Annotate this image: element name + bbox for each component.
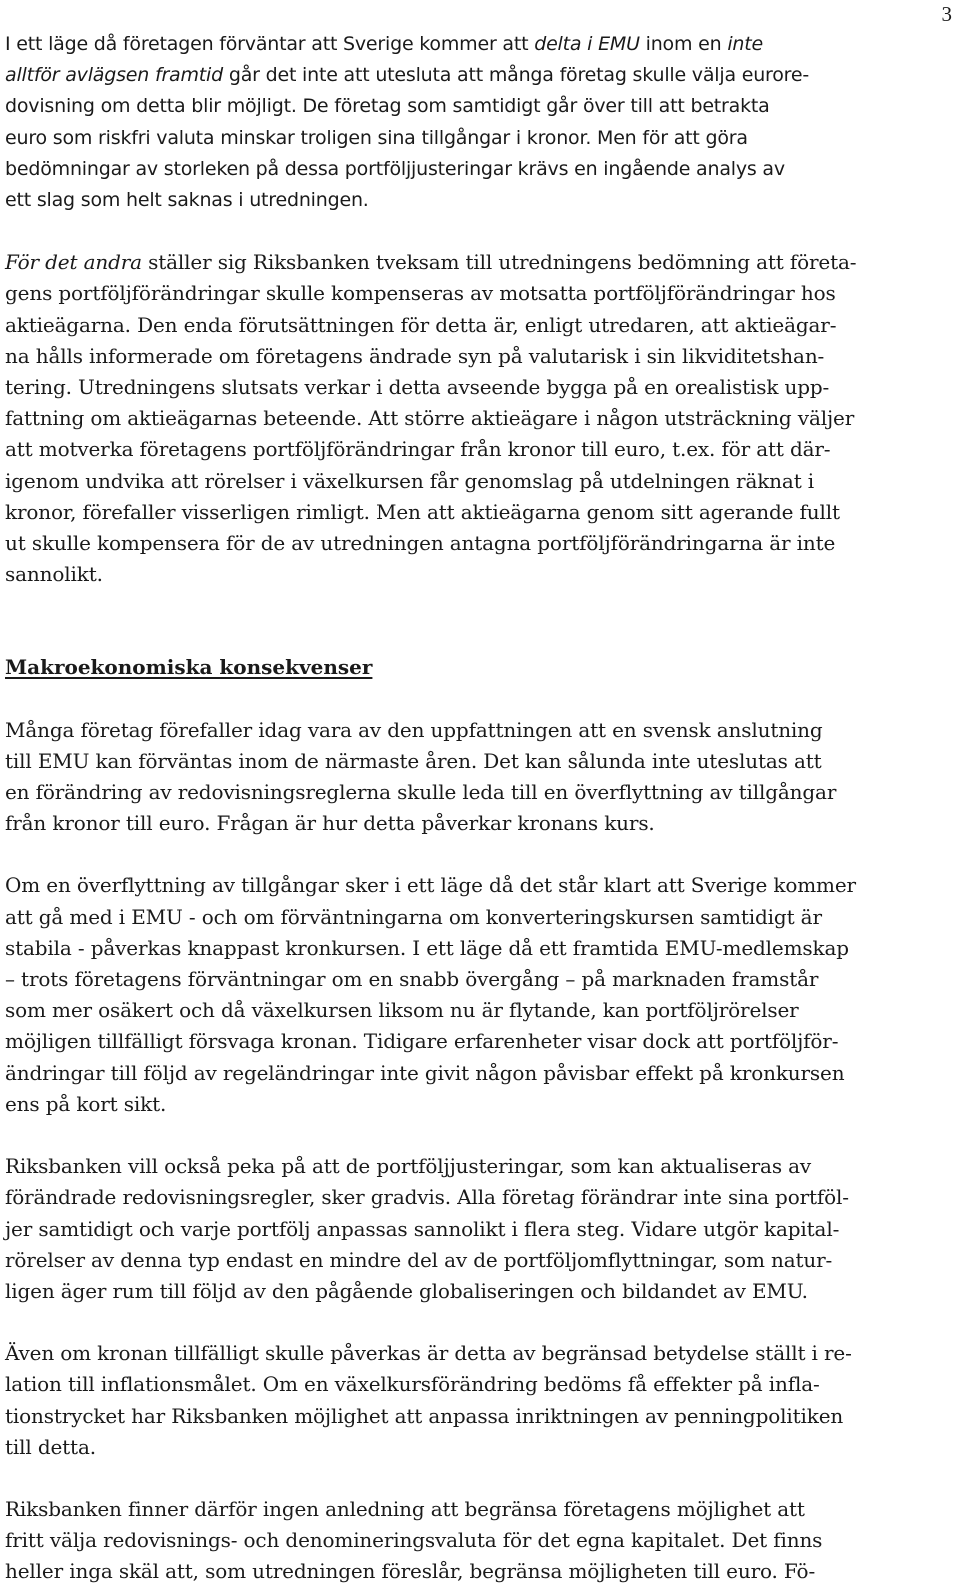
- paragraph: [5, 1494, 953, 1588]
- text-line: dovisning om detta blir möjligt. De företag som samtidigt går över till att betrakta: [5, 95, 770, 118]
- text-line: stabila - påverkas knappast kronkursen. I ett läge då ett framtida EMU-medlemskap: [5, 935, 849, 960]
- text-line: bedömningar av storleken på dessa portföljjusteringar krävs en ingående analys av: [5, 157, 785, 180]
- text-line: förändrade redovisningsregler, sker gradvis. Alla företag förändrar inte sina portföl-: [5, 1185, 849, 1210]
- text-line: euro som riskfri valuta minskar troligen sina tillgångar i kronor. Men för att göra: [5, 126, 748, 149]
- text-line: ett slag som helt saknas i utredningen.: [5, 189, 369, 212]
- text-line: att gå med i EMU - och om förväntningarna om konverteringskursen samtidigt är: [5, 904, 822, 929]
- text-line: ligen äger rum till följd av den pågående globaliseringen och bildandet av EMU.: [5, 1278, 808, 1303]
- text-line: rörelser av denna typ endast en mindre del av de portföljomflyttningar, som natur-: [5, 1247, 833, 1272]
- section-heading: Makroekonomiska konsekvenser: [5, 655, 373, 680]
- text-line: en förändring av redovisningsreglerna skulle leda till en överflyttning av tillgångar: [5, 780, 837, 805]
- text-line: tering. Utredningens slutsats verkar i detta avseende bygga på en orealistisk upp-: [5, 375, 830, 400]
- text-line: ens på kort sikt.: [5, 1091, 167, 1116]
- paragraph: [5, 870, 953, 1120]
- paragraph: [5, 1151, 953, 1307]
- emphasis-text: inte: [727, 33, 763, 55]
- text-line: ut skulle kompensera för de av utredningen antagna portföljförändringarna är inte: [5, 531, 836, 556]
- text-line: till EMU kan förväntas inom de närmaste åren. Det kan sålunda inte uteslutas att: [5, 748, 822, 773]
- text-line: gens portföljförändringar skulle kompenseras av motsatta portföljförändringar hos: [5, 281, 836, 306]
- text-line: alltför avlägsen framtid går det inte att utesluta att många företag skulle välja eurore-: [5, 64, 810, 87]
- text-line: till detta.: [5, 1434, 96, 1459]
- text-line: sannolikt.: [5, 562, 103, 587]
- paragraph: [5, 247, 953, 590]
- text-line: I ett läge då företagen förväntar att Sverige kommer att delta i EMU inom en inte: [5, 33, 763, 55]
- text-line: fritt välja redovisnings- och denomineringsvaluta för det egna kapitalet. Det finns: [5, 1528, 823, 1553]
- paragraph: [5, 29, 953, 216]
- text-line: fattning om aktieägarnas beteende. Att större aktieägare i någon utsträckning väljer: [5, 406, 855, 431]
- text-line: Riksbanken vill också peka på att de portföljjusteringar, som kan aktualiseras av: [5, 1154, 812, 1179]
- emphasis-text: delta i EMU: [534, 33, 640, 55]
- document-body: [5, 29, 953, 1588]
- text-line: jer samtidigt och varje portfölj anpassas sannolikt i flera steg. Vidare utgör kapital-: [5, 1216, 840, 1241]
- text-line: aktieägarna. Den enda förutsättningen för detta är, enligt utredaren, att aktieägar-: [5, 312, 837, 337]
- text-line: att motverka företagens portföljförändringar från kronor till euro, t.ex. för att där-: [5, 437, 831, 462]
- text-line: från kronor till euro. Frågan är hur detta påverkar kronans kurs.: [5, 811, 655, 836]
- text-line: na hålls informerade om företagens ändrade syn på valutarisk i sin likviditetshan-: [5, 343, 825, 368]
- text-line: tionstrycket har Riksbanken möjlighet att anpassa inriktningen av penningpolitiken: [5, 1403, 844, 1428]
- text-line: Om en överflyttning av tillgångar sker i ett läge då det står klart att Sverige kommer: [5, 873, 856, 898]
- text-line: möjligen tillfälligt försvaga kronan. Tidigare erfarenheter visar dock att portföljför-: [5, 1029, 839, 1054]
- text-line: heller inga skäl att, som utredningen föreslår, begränsa möjligheten till euro. Fö-: [5, 1559, 816, 1584]
- emphasis-text: För det andra: [5, 250, 142, 275]
- paragraph: [5, 1338, 953, 1463]
- text-line: lation till inflationsmålet. Om en växelkursförändring bedöms få effekter på infla-: [5, 1372, 820, 1397]
- text-line: igenom undvika att rörelser i växelkursen får genomslag på utdelningen räknat i: [5, 468, 815, 493]
- text-line: För det andra ställer sig Riksbanken tveksam till utredningens bedömning att företa-: [5, 250, 857, 275]
- text-line: som mer osäkert och då växelkursen liksom nu är flytande, kan portföljrörelser: [5, 998, 799, 1023]
- text-line: Många företag förefaller idag vara av den uppfattningen att en svensk anslutning: [5, 717, 823, 742]
- paragraph: [5, 715, 953, 840]
- text-line: Riksbanken finner därför ingen anledning att begränsa företagens möjlighet att: [5, 1496, 805, 1521]
- page-number: 3: [941, 2, 952, 26]
- text-line: ändringar till följd av regeländringar inte givit någon påvisbar effekt på kronkursen: [5, 1060, 845, 1085]
- text-line: – trots företagens förväntningar om en snabb övergång – på marknaden framstår: [5, 967, 819, 992]
- text-line: kronor, förefaller visserligen rimligt. Men att aktieägarna genom sitt agerande fullt: [5, 499, 840, 524]
- emphasis-text: alltför avlägsen framtid: [5, 64, 223, 87]
- text-line: Även om kronan tillfälligt skulle påverkas är detta av begränsad betydelse ställt i re-: [5, 1341, 852, 1366]
